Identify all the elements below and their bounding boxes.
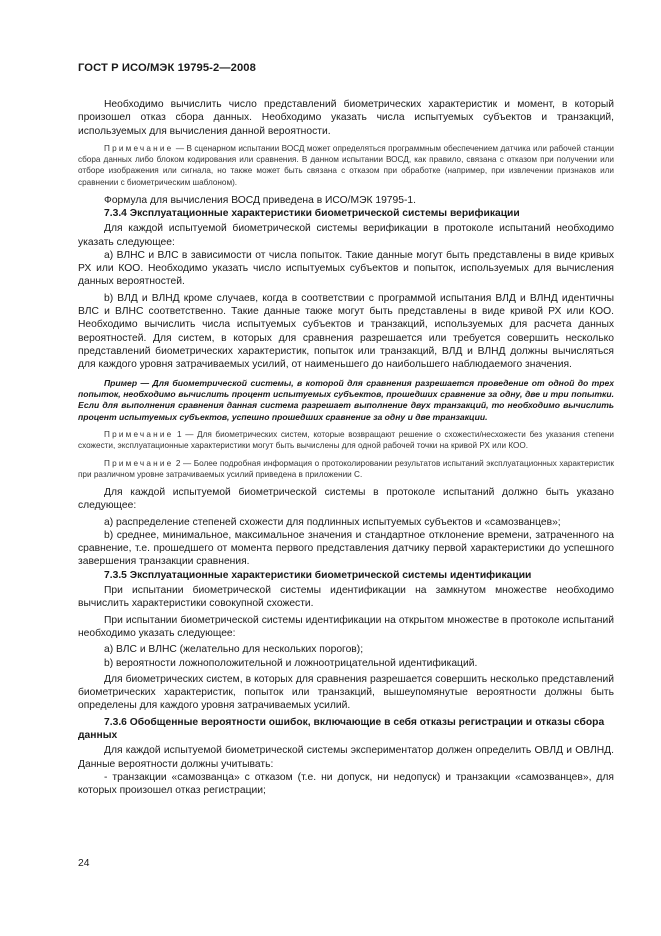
document-header: ГОСТ Р ИСО/МЭК 19795-2—2008 (78, 62, 256, 74)
note-paragraph (78, 458, 614, 480)
note-text: — В сценарном испытании ВОСД может определяться программным обеспечением датчика или рабочей станции сбора данных либо блоком кодирования или сравнения. В данном испытании ВОСД, как правило, связана с отказом при получении или отборе изображения или сигнала, но также может быть связана с отказом при обработке (например, при извлечении признаков или сравнении с биометрическим шаблоном). (78, 143, 614, 187)
body-paragraph: При испытании биометрической системы идентификации на открытом множестве в протоколе испытаний необходимо указать следующее: (78, 614, 614, 639)
note-label: Примечание (104, 143, 174, 153)
page-number: 24 (78, 858, 90, 869)
body-paragraph: Для каждой испытуемой биометрической системы в протоколе испытаний должно быть указано следующее: (78, 487, 614, 512)
body-paragraph: При испытании биометрической системы идентификации на замкнутом множестве необходимо вычислить характеристики совокупной схожести. (78, 585, 614, 610)
body-paragraph: b) ВЛД и ВЛНД кроме случаев, когда в соответствии с программой испытания ВЛД и ВЛНД идентичны ВЛС и ВЛНС соответственно. Такие данные также могут быть представлены в виде кривой РХ или КОО. Необходимо вычислить числа испытуемых субъектов и транзакций, используемых для расчета данных вероятностей. Для систем, в которых для сравнения разрешается или требуется совершить несколько представлений биометрических характеристик, попыток или транзакций, ВЛД и ВЛНД должны вычисляться для каждого уровня затрачиваемых усилий, от наименьшего до наибольшего наблюдаемого значения. (78, 292, 614, 371)
note-label: Примечание (104, 458, 174, 468)
body-paragraph: Необходимо вычислить число представлений биометрических характеристик и момент, в который произошел отказ сбора данных. Необходимо указать числа испытуемых субъектов и транзакций, используемых для вычисления данной вероятности. (78, 99, 614, 137)
body-paragraph: b) среднее, минимальное, максимальное значения и стандартное отклонение времени, затраченного на сравнение, т.е. прошедшего от момента первого представления датчику первой характеристики до успешного завершения транзакции сравнения. (78, 529, 614, 568)
note-paragraph (78, 143, 614, 188)
note-paragraph (78, 429, 614, 451)
section-heading: 7.3.6 Обобщенные вероятности ошибок, включающие в себя отказы регистрации и отказы сбора данных (78, 716, 605, 742)
body-paragraph: a) распределение степеней схожести для подлинных испытуемых субъектов и «самозванцев»; (104, 516, 561, 528)
body-paragraph: Формула для вычисления ВОСД приведена в ИСО/МЭК 19795-1. (104, 194, 416, 206)
body-paragraph: - транзакции «самозванца» с отказом (т.е. ни допуск, ни недопуск) и транзакции «самозванцев», для которых произошел отказ регистрации; (78, 771, 614, 797)
body-paragraph: Для каждой испытуемой биометрической системы верификации в протоколе испытаний необходимо указать следующее: (78, 223, 614, 248)
body-paragraph: Для каждой испытуемой биометрической системы экспериментатор должен определить ОВЛД и ОВЛНД. Данные вероятности должны учитывать: (78, 745, 614, 770)
document-body (78, 98, 614, 798)
note-text: 1 — Для биометрических систем, которые возвращают решение о схожести/несхожести без указания степени схожести, эксплуатационные характеристики могут быть вычислены для одной рабочей точки на кривой РХ или КОО. (78, 430, 614, 451)
section-heading: 7.3.5 Эксплуатационные характеристики биометрической системы идентификации (104, 569, 532, 581)
example-paragraph: Пример — Для биометрической системы, в которой для сравнения разрешается проведение от одной до трех попыток, необходимо вычислить процент испытуемых субъектов, прошедших сравнение за одну, две и три попытки. Если для выполнения сравнения данная система разрешает выполнение двух транзакций, то необходимо вычислить процент испытуемых субъектов, успешно прошедших сравнение за одну и две транзакции. (78, 377, 614, 422)
section-heading: 7.3.4 Эксплуатационные характеристики биометрической системы верификации (104, 208, 520, 219)
body-paragraph: a) ВЛНС и ВЛС в зависимости от числа попыток. Такие данные могут быть представлены в виде кривых РХ или КОО. Необходимо указать число испытуемых субъектов и попыток, используемых для вычисления данных вероятностей. (78, 249, 614, 288)
body-paragraph: b) вероятности ложноположительной и ложноотрицательной идентификаций. (104, 657, 478, 669)
note-label: Примечание (104, 430, 174, 440)
note-text: 2 — Более подробная информация о протоколировании результатов испытаний эксплуатационных характеристик при различном уровне затрачиваемых усилий приведена в приложении С. (78, 458, 614, 479)
body-paragraph: Для биометрических систем, в которых для сравнения разрешается совершить несколько представлений биометрических характеристик, попыток или транзакций, вышеупомянутые вероятности должны быть определены для каждого уровня затрачиваемых усилий. (78, 673, 614, 712)
body-paragraph: a) ВЛС и ВЛНС (желательно для нескольких порогов); (104, 644, 364, 656)
